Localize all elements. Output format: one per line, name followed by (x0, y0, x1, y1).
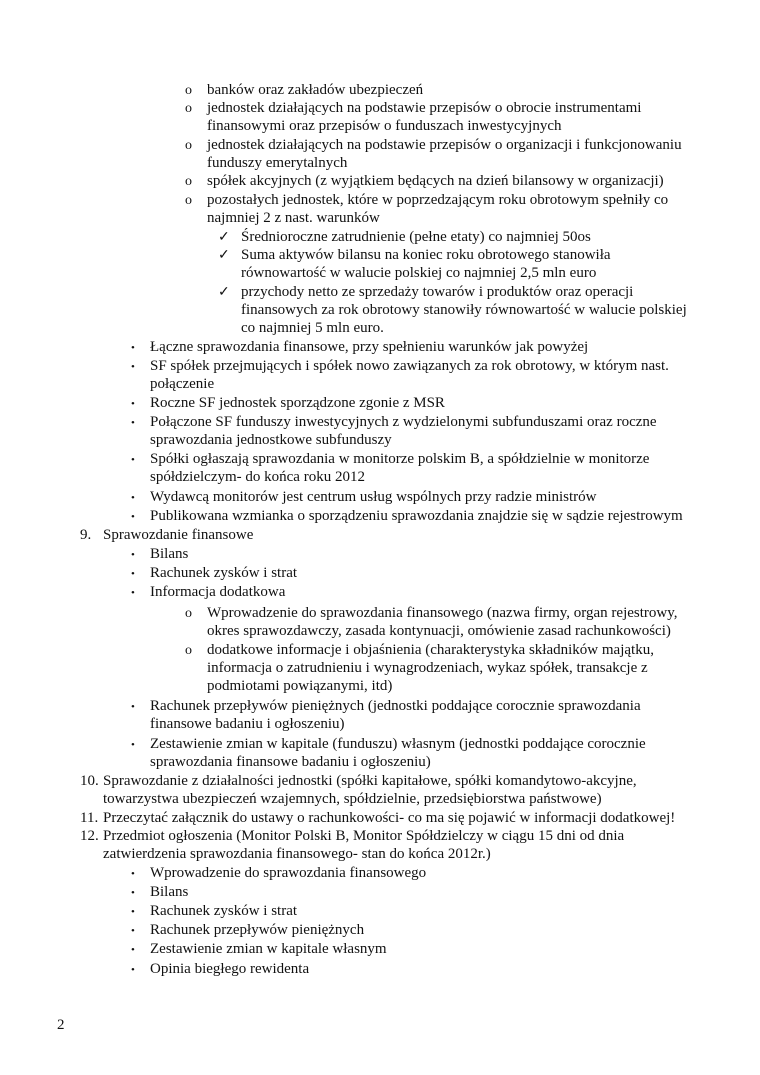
list-item-text: Wydawcą monitorów jest centrum usług wspólnych przy radzie ministrów (150, 489, 597, 505)
check-icon: ✓ (218, 285, 230, 300)
list-item-text: jednostek działających na podstawie przepisów o organizacji i funkcjonowaniu (207, 137, 682, 153)
list-item-text: funduszy emerytalnych (207, 155, 348, 171)
list-item-text: finansowe badaniu i ogłoszeniu) (150, 716, 345, 732)
list-item-text: Spółki ogłaszają sprawozdania w monitorze polskim B, a spółdzielnie w monitorze (150, 451, 650, 467)
list-marker: o (185, 643, 192, 658)
bullet-icon: • (131, 361, 135, 373)
list-item-text: Opinia biegłego rewidenta (150, 961, 310, 977)
section-heading: Sprawozdanie finansowe (103, 527, 254, 543)
section-heading: Przedmiot ogłoszenia (Monitor Polski B, Monitor Spółdzielczy w ciągu 15 dni od dnia (103, 828, 625, 844)
section-heading: Sprawozdanie z działalności jednostki (spółki kapitałowe, spółki komandytowo-akcyjne, (103, 773, 637, 789)
bullet-icon: • (131, 701, 135, 713)
list-item-text: Informacja dodatkowa (150, 584, 286, 600)
list-item-text: Rachunek zysków i strat (150, 565, 298, 581)
bullet-icon: • (131, 587, 135, 599)
list-item-text: informacja o zatrudnieniu i wynagrodzeniach, wykaz spółek, transakcje z (207, 660, 648, 676)
list-item-text: połączenie (150, 376, 215, 392)
list-item-text: Bilans (150, 546, 189, 562)
bullet-icon: • (131, 925, 135, 937)
list-item-text: najmniej 2 z nast. warunków (207, 210, 380, 226)
list-item-text: spółek akcyjnych (z wyjątkiem będących na dzień bilansowy w organizacji) (207, 173, 664, 189)
list-item-text: SF spółek przejmujących i spółek nowo zawiązanych za rok obrotowy, w którym nast. (150, 358, 669, 374)
section-heading: Przeczytać załącznik do ustawy o rachunkowości- co ma się pojawić w informacji dodatkowej! (103, 810, 676, 826)
list-item-text: finansowych za rok obrotowy stanowiły równowartość w walucie polskiej (241, 302, 687, 318)
check-icon: ✓ (218, 230, 230, 245)
bullet-icon: • (131, 868, 135, 880)
list-marker: o (185, 83, 192, 98)
bullet-icon: • (131, 887, 135, 899)
list-item-text: Zestawienie zmian w kapitale własnym (150, 941, 387, 957)
list-item-text: Rachunek zysków i strat (150, 903, 298, 919)
list-item-text: Rachunek przepływów pieniężnych (jednostki poddające corocznie sprawozdania (150, 698, 641, 714)
list-item-text: Łączne sprawozdania finansowe, przy spełnieniu warunków jak powyżej (150, 339, 589, 355)
list-marker: o (185, 101, 192, 116)
list-item-text: Wprowadzenie do sprawozdania finansowego (nazwa firmy, organ rejestrowy, (207, 605, 678, 621)
list-item-text: finansowymi oraz przepisów o funduszach inwestycyjnych (207, 118, 562, 134)
list-item-text: Roczne SF jednostek sporządzone zgonie z MSR (150, 395, 445, 411)
bullet-icon: • (131, 398, 135, 410)
list-item-text: pozostałych jednostek, które w poprzedzającym roku obrotowym spełniły co (207, 192, 669, 208)
list-item-text: przychody netto ze sprzedaży towarów i produktów oraz operacji (241, 284, 634, 300)
bullet-icon: • (131, 417, 135, 429)
list-item-text: Średnioroczne zatrudnienie (pełne etaty) co najmniej 50os (241, 229, 591, 245)
bullet-icon: • (131, 906, 135, 918)
section-number: 11. (80, 810, 99, 826)
list-marker: o (185, 138, 192, 153)
list-item-text: Wprowadzenie do sprawozdania finansowego (150, 865, 427, 881)
list-item-text: co najmniej 5 mln euro. (241, 320, 384, 336)
list-marker: o (185, 606, 192, 621)
list-item-text: dodatkowe informacje i objaśnienia (charakterystyka składników majątku, (207, 642, 654, 658)
list-item-text: sprawozdania finansowe badaniu i ogłoszeniu) (150, 754, 431, 770)
bullet-icon: • (131, 549, 135, 561)
list-item-text: Zestawienie zmian w kapitale (funduszu) własnym (jednostki poddające corocznie (150, 736, 646, 752)
bullet-icon: • (131, 964, 135, 976)
list-item-text: Połączone SF funduszy inwestycyjnych z wydzielonymi subfunduszami oraz roczne (150, 414, 657, 430)
list-item-text: Bilans (150, 884, 189, 900)
list-item-text: spółdzielczym- do końca roku 2012 (150, 469, 365, 485)
section-text: towarzystwa ubezpieczeń wzajemnych, spółdzielnie, przedsiębiorstwa państwowe) (103, 791, 602, 807)
list-item-text: podmiotami powiązanymi, itd) (207, 678, 393, 694)
list-item-text: równowartość w walucie polskiej co najmniej 2,5 mln euro (241, 265, 597, 281)
list-item-text: Rachunek przepływów pieniężnych (150, 922, 365, 938)
bullet-icon: • (131, 739, 135, 751)
bullet-icon: • (131, 454, 135, 466)
list-item-text: Publikowana wzmianka o sporządzeniu sprawozdania znajdzie się w sądzie rejestrowym (150, 508, 683, 524)
page-number: 2 (57, 1017, 65, 1033)
list-item-text: Suma aktywów bilansu na koniec roku obrotowego stanowiła (241, 247, 611, 263)
section-text: zatwierdzenia sprawozdania finansowego- stan do końca 2012r.) (103, 846, 491, 862)
section-number: 10. (80, 773, 99, 789)
bullet-icon: • (131, 511, 135, 523)
bullet-icon: • (131, 492, 135, 504)
section-number: 9. (80, 527, 92, 543)
bullet-icon: • (131, 568, 135, 580)
section-number: 12. (80, 828, 99, 844)
list-item-text: banków oraz zakładów ubezpieczeń (207, 82, 424, 98)
list-marker: o (185, 174, 192, 189)
list-item-text: okres sprawozdawczy, zasada kontynuacji, omówienie zasad rachunkowości) (207, 623, 671, 639)
list-marker: o (185, 193, 192, 208)
bullet-icon: • (131, 944, 135, 956)
check-icon: ✓ (218, 248, 230, 263)
list-item-text: jednostek działających na podstawie przepisów o obrocie instrumentami (207, 100, 642, 116)
list-item-text: sprawozdania jednostkowe subfunduszy (150, 432, 392, 448)
bullet-icon: • (131, 342, 135, 354)
